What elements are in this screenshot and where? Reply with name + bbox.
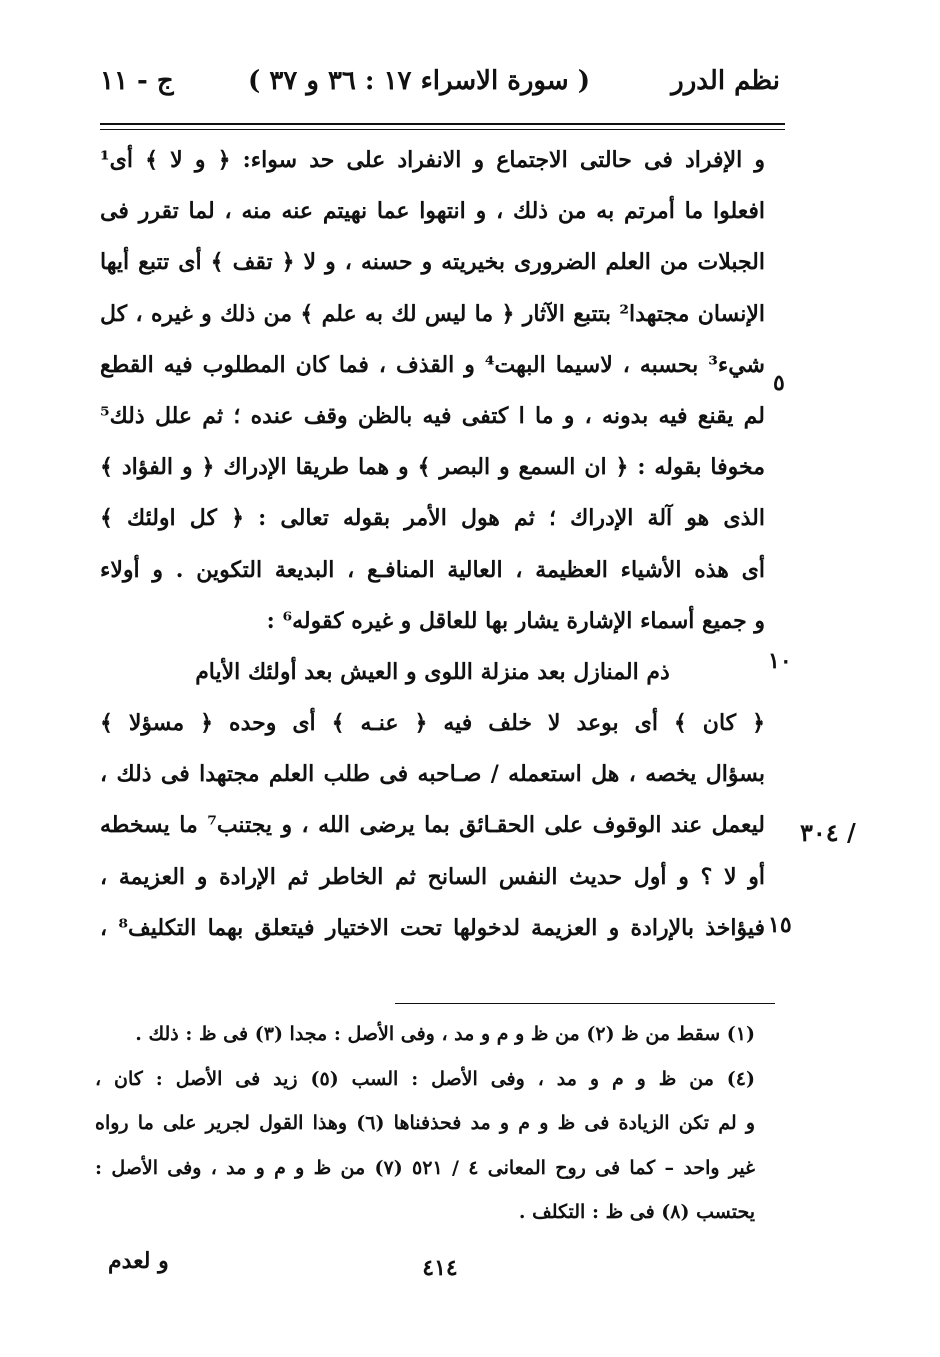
text-line: الذى هو آلة الإدراك ؛ ثم هول الأمر بقوله تعالى : ﴿ كل اولئك ﴾ bbox=[100, 505, 765, 532]
text-line: ﴿ كان ﴾ أى بوعد لا خلف فيه ﴿ عنـه ﴾ أى وحده ﴿ مسؤلا ﴾ bbox=[100, 710, 765, 737]
text-line: بسؤال يخصه ، هل استعمله / صـاحبه فى طلب العلم مجتهدا فى ذلك ، bbox=[100, 761, 765, 788]
text-line: أى هذه الأشياء العظيمة ، العالية المنافـع ، البديعة التكوين . و أولاء bbox=[100, 556, 765, 583]
footnote-line: و لم تكن الزيادة فى ظ و م و مد فحذفناها (٦) وهذا القول لجرير على ما رواه bbox=[95, 1112, 755, 1135]
text-line: لم يقنع فيه بدونه ، و ما ا كتفى فيه بالظن وقف عنده ؛ ثم علل ذلك⁵ bbox=[100, 402, 765, 429]
footnote-line: غير واحد – كما فى روح المعانى ٤ / ٥٢١ (٧) من ظ و م و مد ، وفى الأصل : bbox=[95, 1156, 755, 1179]
manuscript-folio-marker: ٣٠٤ / bbox=[800, 818, 856, 847]
footnote-rule bbox=[395, 1003, 775, 1004]
header-rule bbox=[100, 123, 785, 125]
header-rule-thin bbox=[100, 129, 785, 130]
poetry-verse: ذم المنازل بعد منزلة اللوى و العيش بعد أولئك الأيام bbox=[195, 658, 670, 685]
catchword: و لعدم bbox=[108, 1248, 169, 1274]
line-number-5: ٥ bbox=[773, 370, 785, 396]
footnote-line: يحتسب (٨) فى ظ : التكلف . bbox=[518, 1201, 755, 1224]
text-line: ليعمل عند الوقوف على الحقـائق بما يرضى الله ، و يجتنب⁷ ما يسخطه bbox=[100, 812, 765, 839]
footnote-line: (٤) من ظ و م و مد ، وفى الأصل : السب (٥) زيد فى الأصل : كان ، bbox=[95, 1067, 755, 1090]
page-number: ٤١٤ bbox=[422, 1255, 458, 1281]
footnotes bbox=[95, 1012, 755, 1235]
text-line: مخوفا بقوله : ﴿ ان السمع و البصر ﴾ و هما طريقا الإدراك ﴿ و الفؤاد ﴾ bbox=[100, 454, 765, 481]
main-text bbox=[100, 135, 765, 954]
surah-reference: ( سورة الاسراء ١٧ : ٣٦ و ٣٧ ) bbox=[247, 66, 590, 96]
line-number-15: ١٥ bbox=[768, 912, 792, 938]
text-line: و الإفراد فى حالتى الاجتماع و الانفراد على حد سواء: ﴿ و لا ﴾ أى¹ bbox=[100, 147, 765, 173]
volume-number: ج - ١١ bbox=[100, 66, 174, 96]
text-line: و جميع أسماء الإشارة يشار بها للعاقل و غيره كقوله⁶ : bbox=[266, 607, 765, 634]
text-line: فيؤاخذ بالإرادة و العزيمة لدخولها تحت الاختيار فيتعلق بهما التكليف⁸ ، bbox=[100, 914, 765, 941]
footnote-line: (١) سقط من ظ (٢) من ظ و م و مد ، وفى الأصل : مجدا (٣) فى ظ : ذلك . bbox=[135, 1023, 755, 1045]
text-line: أو لا ؟ و أول حديث النفس السانح ثم الخاطر ثم الإرادة و العزيمة ، bbox=[100, 863, 765, 890]
text-line: الجبلات من العلم الضرورى بخيريته و حسنه ، و لا ﴿ تقف ﴾ أى تتبع أيها bbox=[100, 249, 765, 276]
book-title: نظم الدرر bbox=[671, 66, 780, 96]
line-number-10: ١٠ bbox=[768, 648, 792, 674]
text-line: افعلوا ما أمرتم به من ذلك ، و انتهوا عما نهيتم عنه منه ، لما تقرر فى bbox=[100, 198, 765, 225]
text-line: شيء³ بحسبه ، لاسيما البهت⁴ و القذف ، فما كان المطلوب فيه القطع bbox=[100, 351, 765, 378]
text-line: الإنسان مجتهدا² بتتبع الآثار ﴿ ما ليس لك به علم ﴾ من ذلك و غيره ، كل bbox=[100, 300, 765, 327]
running-header bbox=[100, 66, 780, 106]
